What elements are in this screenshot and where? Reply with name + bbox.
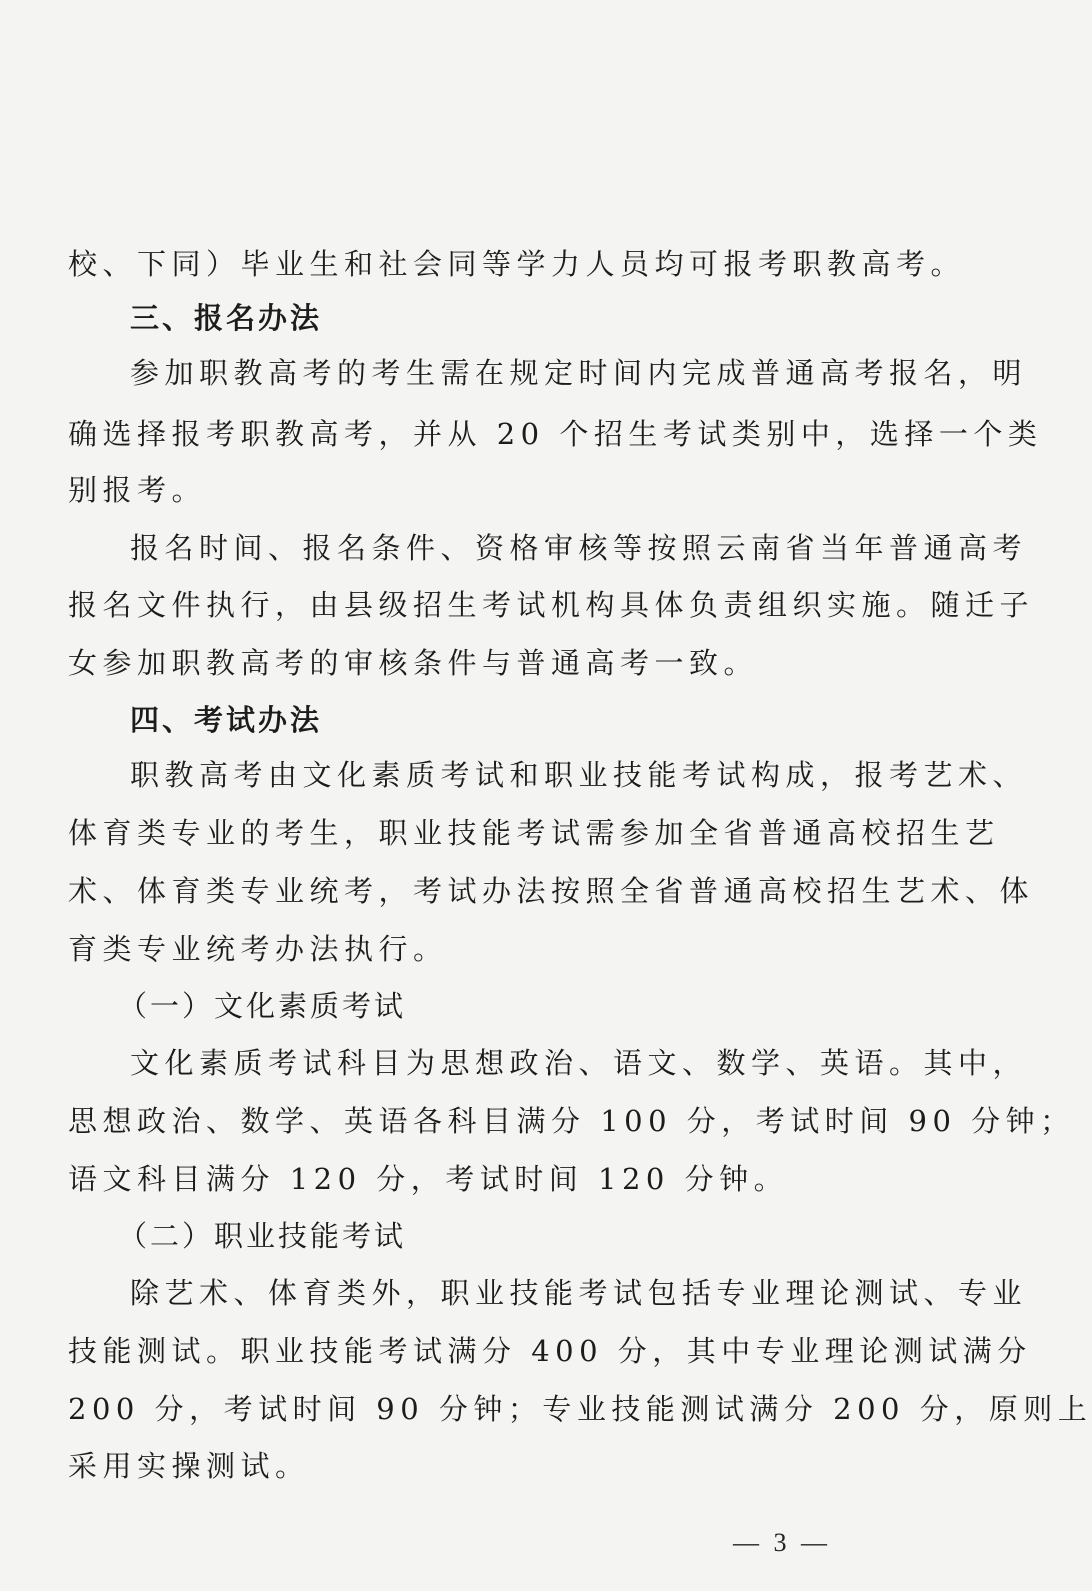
- section-heading-exam: 四、考试办法: [130, 703, 323, 737]
- page-number: — 3 —: [733, 1528, 831, 1557]
- body-text-line: 语文科目满分 120 分，考试时间 120 分钟。: [68, 1162, 789, 1196]
- body-text-line: 别报考。: [68, 473, 207, 507]
- body-text-line: 文化素质考试科目为思想政治、语文、数学、英语。其中，: [130, 1046, 1028, 1080]
- section-heading-registration: 三、报名办法: [130, 301, 323, 335]
- body-text-line: 参加职教高考的考生需在规定时间内完成普通高考报名，明: [130, 356, 1028, 390]
- body-text-line: 校、下同）毕业生和社会同等学力人员均可报考职教高考。: [68, 247, 966, 281]
- body-text-line: 采用实操测试。: [68, 1449, 310, 1483]
- body-text-line: 除艺术、体育类外，职业技能考试包括专业理论测试、专业: [130, 1276, 1028, 1310]
- subsection-heading-vocational-exam: （二）职业技能考试: [118, 1219, 407, 1253]
- body-text-line: 体育类专业的考生，职业技能考试需参加全省普通高校招生艺: [68, 816, 1000, 850]
- body-text-line: 200 分，考试时间 90 分钟；专业技能测试满分 200 分，原则上: [68, 1392, 1092, 1426]
- subsection-heading-cultural-exam: （一）文化素质考试: [118, 989, 407, 1023]
- body-text-line: 报名文件执行，由县级招生考试机构具体负责组织实施。随迁子: [68, 588, 1035, 622]
- body-text-line: 育类专业统考办法执行。: [68, 932, 448, 966]
- body-text-line: 术、体育类专业统考，考试办法按照全省普通高校招生艺术、体: [68, 874, 1035, 908]
- body-text-line: 报名时间、报名条件、资格审核等按照云南省当年普通高考: [130, 531, 1028, 565]
- body-text-line: 确选择报考职教高考，并从 20 个招生考试类别中，选择一个类: [68, 417, 1043, 451]
- body-text-line: 思想政治、数学、英语各科目满分 100 分，考试时间 90 分钟；: [68, 1104, 1075, 1138]
- body-text-line: 女参加职教高考的审核条件与普通高考一致。: [68, 646, 759, 680]
- body-text-line: 技能测试。职业技能考试满分 400 分，其中专业理论测试满分: [68, 1334, 1032, 1368]
- body-text-line: 职教高考由文化素质考试和职业技能考试构成，报考艺术、: [130, 758, 1028, 792]
